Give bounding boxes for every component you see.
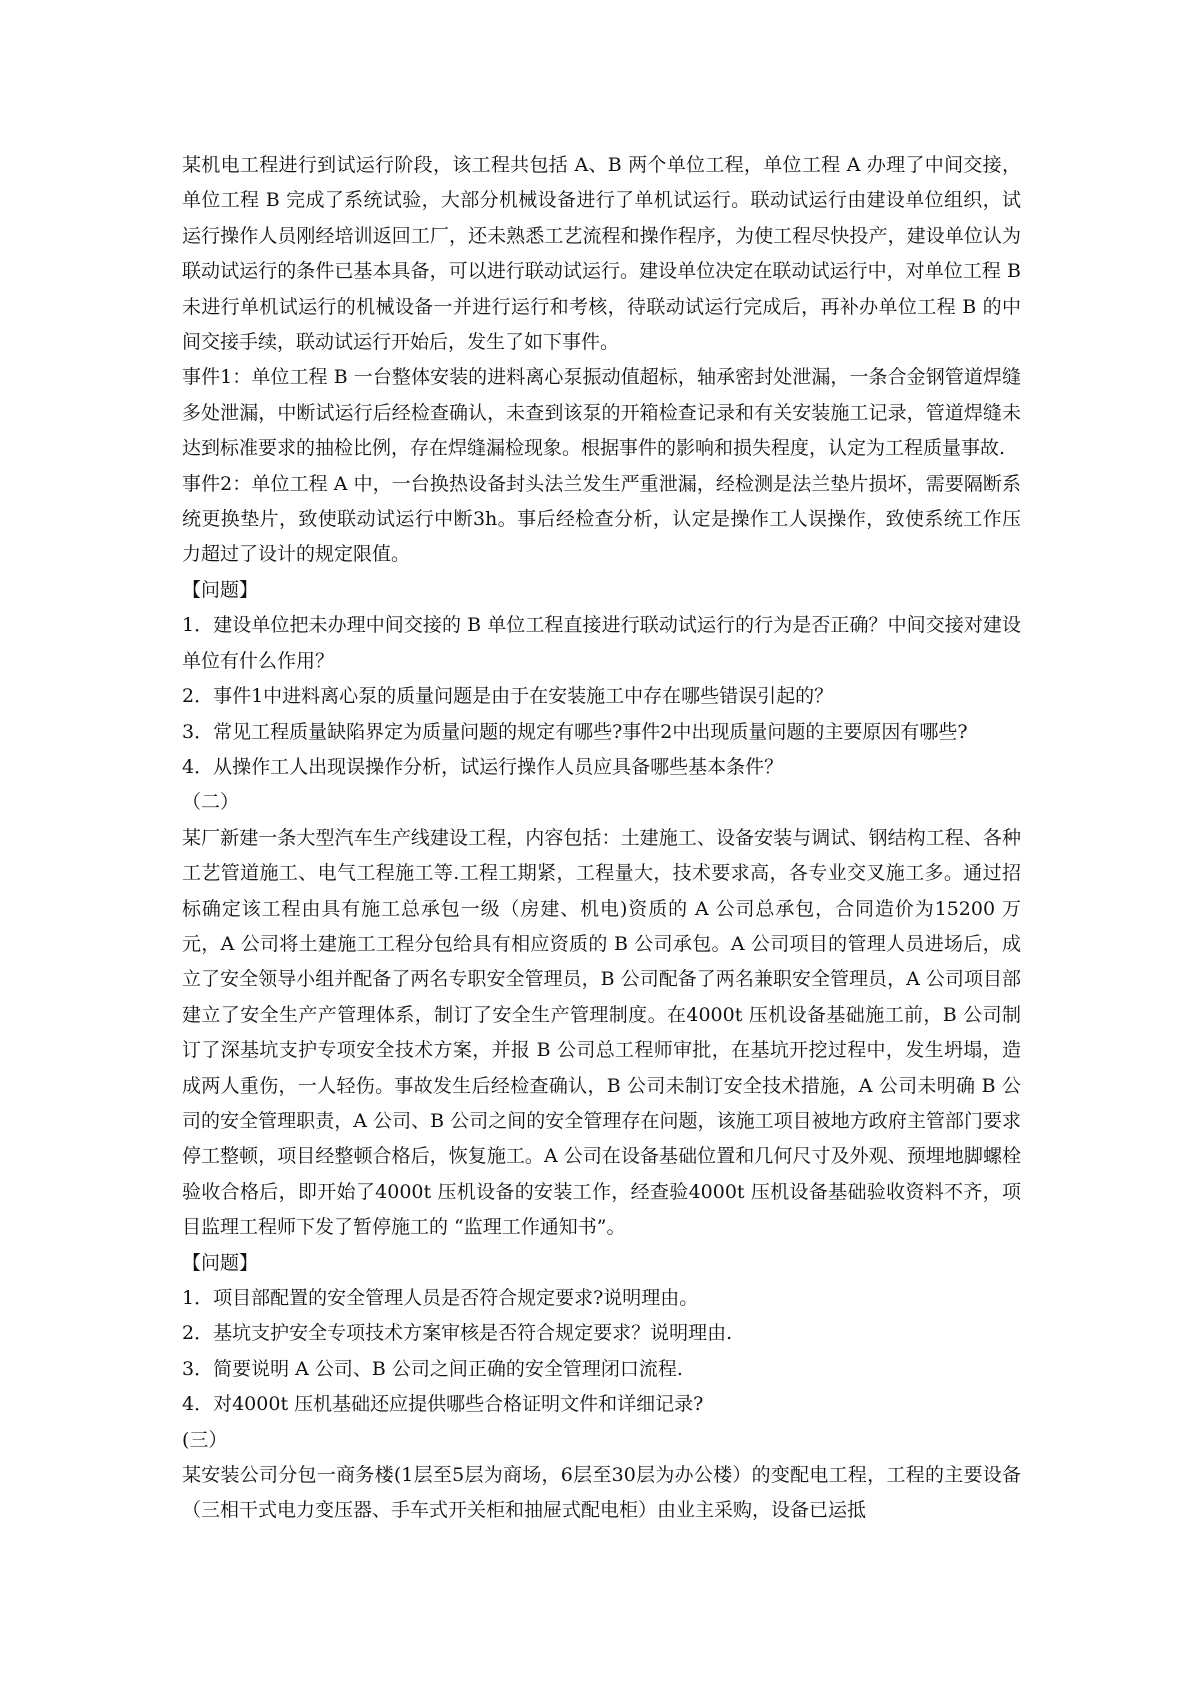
question-1-2: 2．事件1中进料离心泵的质量问题是由于在安装施工中存在哪些错误引起的？ [182, 685, 834, 708]
heading-questions-2: 【问题】 [182, 1251, 259, 1274]
heading-questions-1: 【问题】 [182, 578, 259, 601]
question-2-4: 4．对4000t 压机基础还应提供哪些合格证明文件和详细记录? [182, 1393, 704, 1416]
paragraph-event-1: 事件1：单位工程 B 一台整体安装的进料离心泵振动值超标，轴承密封处泄漏，一条合金钢管道焊缝多处泄漏，中断试运行后经检查确认，未查到该泵的开箱检查记录和有关安装施工记录，管道焊缝未达到标准要求的抽检比例，存在焊缝漏检现象。根据事件的影响和损失程度，认定为工程质量事故. [182, 366, 1021, 460]
paragraph-intro: 某机电工程进行到试运行阶段，该工程共包括 A、B 两个单位工程，单位工程 A 办理了中间交接，单位工程 B 完成了系统试验，大部分机械设备进行了单机试运行。联动试运行由建设单位组织，试运行操作人员刚经培训返回工厂，还未熟悉工艺流程和操作程序，为使工程尽快投产，建设单位认为联动试运行的条件已基本具备，可以进行联动试运行。建设单位决定在联动试运行中，对单位工程 B 未进行单机试运行的机械设备一并进行运行和考核，待联动试运行完成后，再补办单位工程 B 的中间交接手续，联动试运行开始后，发生了如下事件。 [182, 154, 1021, 354]
section-heading-2: （二） [182, 791, 240, 814]
question-2-1: 1．项目部配置的安全管理人员是否符合规定要求?说明理由。 [182, 1287, 699, 1309]
section-heading-3: (三） [182, 1428, 228, 1451]
question-1-4: 4．从操作工人出现误操作分析，试运行操作人员应具备哪些基本条件？ [182, 755, 784, 778]
question-2-3: 3．简要说明 A 公司、B 公司之间正确的安全管理闭口流程. [182, 1357, 683, 1380]
paragraph-case-2: 某厂新建一条大型汽车生产线建设工程，内容包括：土建施工、设备安装与调试、钢结构工程、各种工艺管道施工、电气工程施工等.工程工期紧，工程量大，技术要求高，各专业交叉施工多。通过招标确定该工程由具有施工总承包一级（房建、机电)资质的 A 公司总承包，合同造价为15200 万元，A 公司将土建施工工程分包给具有相应资质的 B 公司承包。A 公司项目的管理人员进场后，成立了安全领导小组并配备了两名专职安全管理员，B 公司配备了两名兼职安全管理员，A 公司项目部建立了安全生产产管理体系，制订了安全生产管理制度。在4000t 压机设备基础施工前，B 公司制订了深基坑支护专项安全技术方案，并报 B 公司总工程师审批，在基坑开挖过程中，发生坍塌，造成两人重伤，一人轻伤。事故发生后经检查确认，B 公司未制订安全技术措施，A 公司未明确 B 公司的安全管理职责，A 公司、B 公司之间的安全管理存在问题，该施工项目被地方政府主管部门要求停工整顿，项目经整顿合格后，恢复施工。A 公司在设备基础位置和几何尺寸及外观、预埋地脚螺栓验收合格后，即开始了4000t 压机设备的安装工作，经查验4000t 压机设备基础验收资料不齐，项目监理工程师下发了暂停施工的 “监理工作通知书”。 [182, 826, 1021, 1239]
paragraph-event-2: 事件2：单位工程 A 中，一台换热设备封头法兰发生严重泄漏，经检测是法兰垫片损坏，需要隔断系统更换垫片，致使联动试运行中断3h。事后经检查分析，认定是操作工人误操作，致使系统工作压力超过了设计的规定限值。 [182, 472, 1021, 566]
question-1-3: 3．常见工程质量缺陷界定为质量问题的规定有哪些?事件2中出现质量问题的主要原因有哪些? [182, 720, 968, 743]
paragraph-case-3: 某安装公司分包一商务楼(1层至5层为商场，6层至30层为办公楼）的变配电工程，工程的主要设备（三相干式电力变压器、手车式开关柜和抽屉式配电柜）由业主采购，设备已运抵 [182, 1464, 1021, 1522]
question-1-1: 1．建设单位把未办理中间交接的 B 单位工程直接进行联动试运行的行为是否正确？中间交接对建设单位有什么作用？ [182, 614, 1021, 672]
question-2-2: 2．基坑支护安全专项技术方案审核是否符合规定要求？说明理由. [182, 1322, 733, 1345]
